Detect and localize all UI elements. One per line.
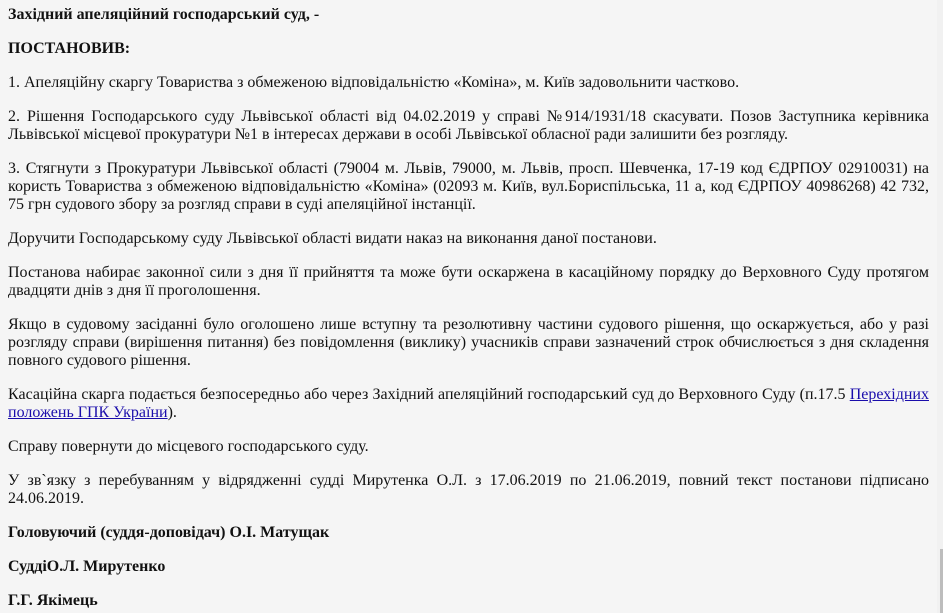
effective-date-paragraph: Постанова набирає законної сили з дня її прийняття та може бути оскаржена в касаційному порядку до Верховного Суду протягом двадцяти днів з дня її проголошення. — [8, 264, 929, 299]
signing-note-paragraph: У зв`язку з перебуванням у відрядженні судді Мирутенка О.Л. з 17.06.2019 по 21.06.2019, повний текст постанови підписано 24.06.2019. — [8, 472, 929, 507]
signature-judge-1: СуддіО.Л. Мирутенко — [8, 558, 166, 575]
ruling-item-1: 1. Апеляційну скаргу Товариства з обмеженою відповідальністю «Коміна», м. Київ задовольнити частково. — [8, 74, 740, 91]
court-ruling-document — [8, 6, 929, 613]
enforcement-order-paragraph: Доручити Господарському суду Львівської області видати наказ на виконання даної постанови. — [8, 230, 657, 247]
return-case-paragraph: Справу повернути до місцевого господарського суду. — [8, 438, 369, 455]
ruling-heading: ПОСТАНОВИВ: — [8, 40, 131, 57]
signature-presiding-judge: Головуючий (суддя-доповідач) О.І. Матущак — [8, 524, 330, 541]
appeal-term-paragraph: Якщо в судовому засіданні було оголошено лише вступну та резолютивну частини судового рішення, що оскаржується, або у разі розгляду справи (вирішення питання) без повідомлення (виклику) учасників справи зазначений строк обчислюється з дня складення повного судового рішення. — [8, 316, 929, 369]
ruling-item-2: 2. Рішення Господарського суду Львівської області від 04.02.2019 у справі №914/1931/18 скасувати. Позов Заступника керівника Львівської місцевої прокуратури №1 в інтересах держави в особі Львівської обласної ради залишити без розгляду. — [8, 108, 929, 143]
vertical-scrollbar-track[interactable] — [937, 0, 943, 613]
cassation-text: Касаційна скарга подається безпосередньо або через Західний апеляційний господарський суд до Верховного Суду (п.17.5 — [8, 386, 850, 403]
transitional-provisions-link[interactable]: Перехідних положень ГПК України — [8, 386, 929, 421]
signature-judge-2: Г.Г. Якімець — [8, 592, 98, 609]
ruling-item-3: 3. Стягнути з Прокуратури Львівської області (79004 м. Львів, 79000, м. Львів, просп. Шевченка, 17-19 код ЄДРПОУ 02910031) на користь Товариства з обмеженою відповідальністю «Коміна» (02093 м. Київ, вул.Бориспільська, 11 а, код ЄДРПОУ 40986268) 42 732, 75 грн судового збору за розгляд справи в суді апеляційної інстанції. — [8, 160, 929, 213]
cassation-text-end: ). — [167, 404, 177, 421]
court-heading: Західний апеляційний господарський суд, - — [8, 6, 320, 23]
cassation-paragraph — [8, 386, 929, 422]
